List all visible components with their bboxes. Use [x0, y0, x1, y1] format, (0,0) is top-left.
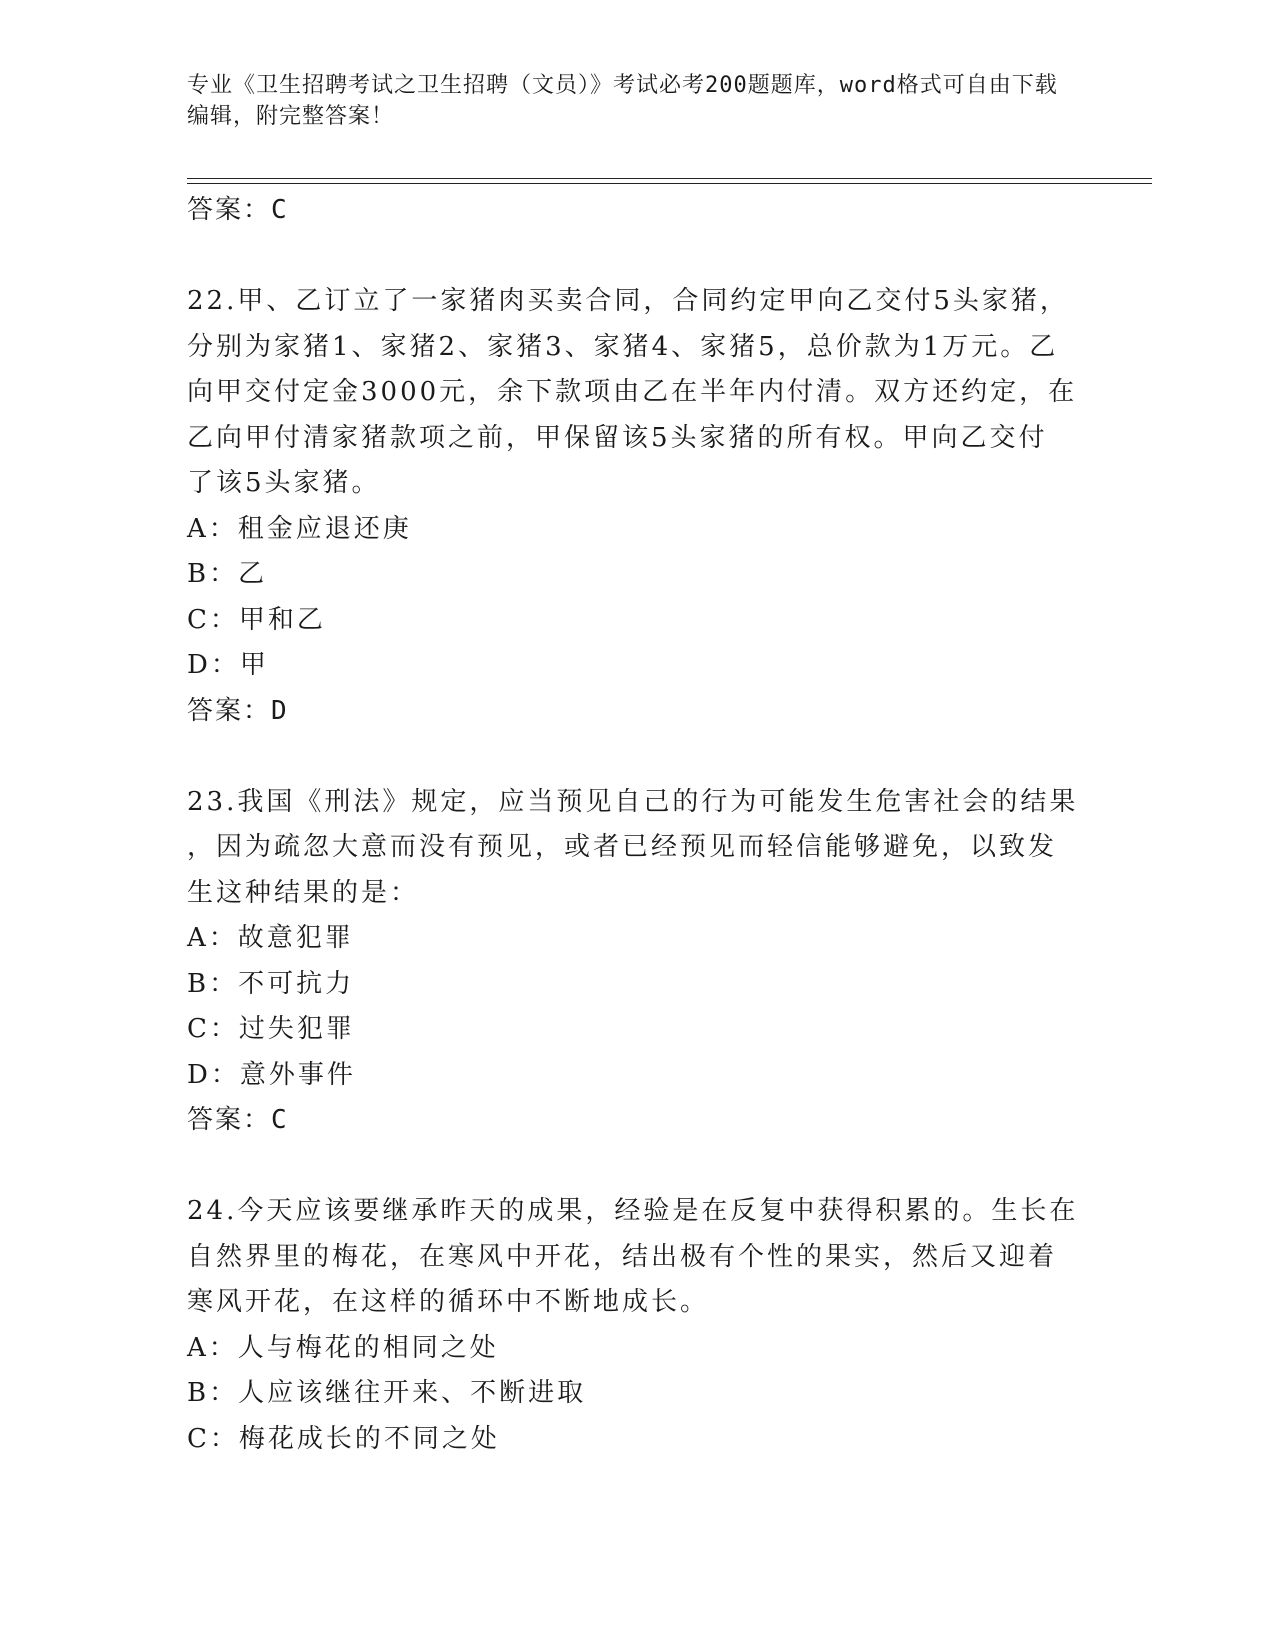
document-body — [187, 188, 1087, 1462]
option-b: B：乙 — [187, 559, 268, 589]
question-text-line: 乙向甲付清家猪款项之前，甲保留该5头家猪的所有权。甲向乙交付 — [187, 422, 1048, 453]
question-text-line: 23.我国《刑法》规定，应当预见自己的行为可能发生危害社会的结果 — [187, 786, 1079, 817]
question-text-line: 寒风开花，在这样的循环中不断地成长。 — [187, 1287, 710, 1317]
question-text-line: 22.甲、乙订立了一家猪肉买卖合同，合同约定甲向乙交付5头家猪， — [187, 286, 1069, 316]
option-d: D：甲 — [187, 650, 269, 680]
question-text-line: 24.今天应该要继承昨天的成果，经验是在反复中获得积累的。生长在 — [187, 1196, 1079, 1226]
question-text-line: 自然界里的梅花，在寒风中开花，结出极有个性的果实，然后又迎着 — [187, 1241, 1058, 1272]
question-22 — [187, 279, 1087, 734]
answer-line: 答案：D — [187, 695, 289, 726]
question-text-line: 分别为家猪1、家猪2、家猪3、家猪4、家猪5，总价款为1万元。乙 — [187, 331, 1059, 362]
header-divider — [187, 178, 1152, 184]
option-c: C：甲和乙 — [187, 604, 326, 635]
question-text-line: 生这种结果的是： — [187, 877, 420, 908]
option-c: C：梅花成长的不同之处 — [187, 1423, 500, 1454]
option-d: D：意外事件 — [187, 1059, 356, 1090]
option-b: B：不可抗力 — [187, 968, 355, 999]
spacer — [187, 734, 1087, 780]
answer-line: 答案：C — [187, 195, 289, 225]
option-a: A：故意犯罪 — [187, 923, 354, 953]
spacer — [187, 234, 1087, 280]
option-a: A：人与梅花的相同之处 — [187, 1332, 499, 1363]
answer-line: 答案：C — [187, 1105, 289, 1135]
page-header: 专业《卫生招聘考试之卫生招聘（文员）》考试必考200题题库，word格式可自由下载编辑，附完整答案！ — [187, 73, 1058, 129]
option-a: A：租金应退还庚 — [187, 513, 412, 544]
spacer — [187, 1144, 1087, 1190]
question-text-line: 了该5头家猪。 — [187, 468, 381, 498]
question-text-line: 向甲交付定金3000元，余下款项由乙在半年内付清。双方还约定，在 — [187, 377, 1078, 407]
question-23 — [187, 780, 1087, 1144]
option-c: C：过失犯罪 — [187, 1014, 355, 1044]
option-b: B：人应该继往开来、不断进取 — [187, 1378, 587, 1408]
question-24 — [187, 1189, 1087, 1462]
question-text-line: ，因为疏忽大意而没有预见，或者已经预见而轻信能够避免，以致发 — [187, 832, 1058, 862]
